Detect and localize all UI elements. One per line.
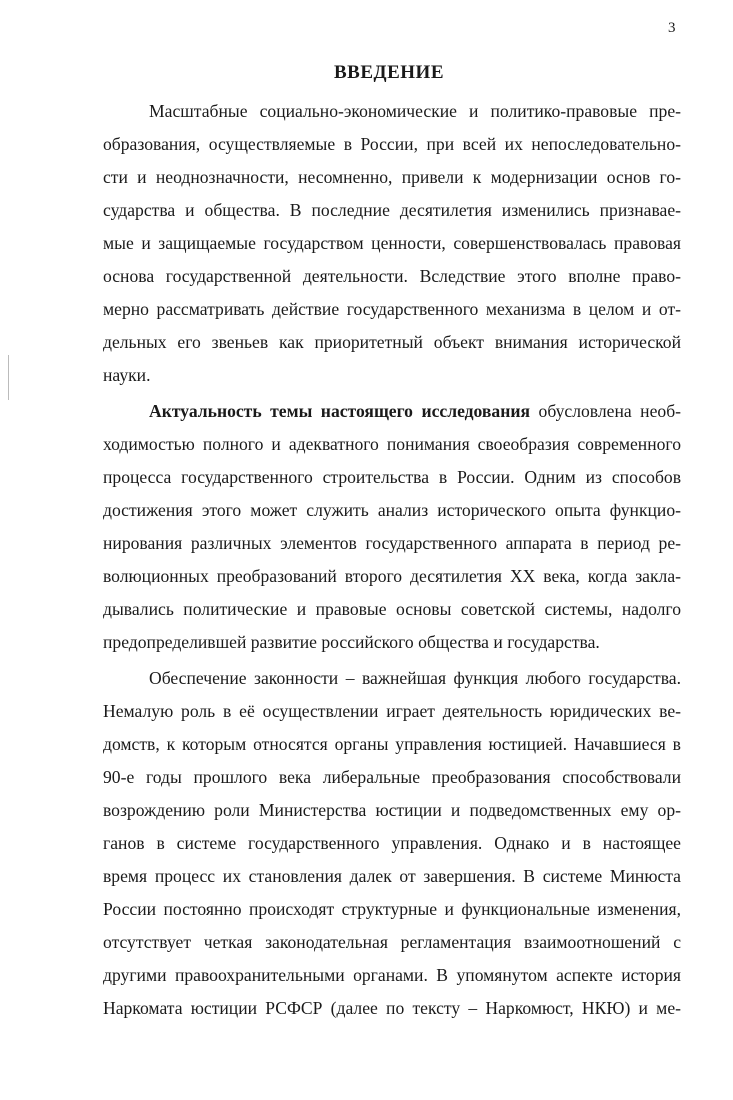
page-number: 3 <box>668 20 676 36</box>
paragraph-line: дельных его звеньев как приоритетный объект внимания исторической <box>103 332 681 352</box>
paragraph-line: Немалую роль в её осуществлении играет деятельность юридических ве- <box>103 701 681 721</box>
bold-lead: Актуальность темы настоящего исследования <box>149 401 531 421</box>
paragraph-line: ходимостью полного и адекватного понимания своеобразия современного <box>103 434 681 454</box>
paragraph-line: время процесс их становления далек от завершения. В системе Минюста <box>103 866 681 886</box>
paragraph-line: нирования различных элементов государственного аппарата в период ре- <box>103 533 681 553</box>
paragraph-line: мерно рассматривать действие государственного механизма в целом и от- <box>103 299 681 319</box>
paragraph-line: достижения этого может служить анализ исторического опыта функцио- <box>103 500 681 520</box>
paragraph-line: 90-е годы прошлого века либеральные преобразования способствовали <box>103 767 681 787</box>
paragraph-line: ганов в системе государственного управления. Однако и в настоящее <box>103 833 681 853</box>
paragraph-2 <box>103 395 681 659</box>
paragraph-line: сударства и общества. В последние десятилетия изменились признавае- <box>103 200 681 220</box>
paragraph-line: отсутствует четкая законодательная регламентация взаимоотношений с <box>103 932 681 952</box>
paragraph-line <box>103 395 681 428</box>
paragraph-line: дывались политические и правовые основы советской системы, надолго <box>103 599 681 619</box>
paragraph-line: волюционных преобразований второго десятилетия XX века, когда закла- <box>103 566 681 586</box>
document-body <box>103 95 681 1025</box>
paragraph-line: сти и неоднозначности, несомненно, привели к модернизации основ го- <box>103 167 681 187</box>
paragraph-line: другими правоохранительными органами. В упомянутом аспекте история <box>103 965 681 985</box>
section-title: ВВЕДЕНИЕ <box>334 62 444 83</box>
paragraph-line: мые и защищаемые государством ценности, совершенствовалась правовая <box>103 233 681 253</box>
paragraph-3 <box>103 662 681 1025</box>
paragraph-line: предопределившей развитие российского общества и государства. <box>103 632 600 652</box>
paragraph-line: домств, к которым относятся органы управления юстицией. Начавшиеся в <box>103 734 681 754</box>
paragraph-line: образования, осуществляемые в России, при всей их непоследовательно- <box>103 134 681 154</box>
paragraph-line: процесса государственного строительства в России. Одним из способов <box>103 467 681 487</box>
paragraph-line: Наркомата юстиции РСФСР (далее по тексту – Наркомюст, НКЮ) и ме- <box>103 998 681 1018</box>
line-rest: обусловлена необ- <box>530 401 681 421</box>
paragraph-1 <box>103 95 681 392</box>
paragraph-line: основа государственной деятельности. Вследствие этого вполне право- <box>103 266 681 286</box>
paragraph-line: Обеспечение законности – важнейшая функция любого государства. <box>149 668 681 688</box>
paragraph-line: Масштабные социально-экономические и политико-правовые пре- <box>149 101 681 121</box>
paragraph-line: возрождению роли Министерства юстиции и подведомственных ему ор- <box>103 800 681 820</box>
paragraph-line: науки. <box>103 365 151 385</box>
scan-artifact <box>8 355 9 400</box>
paragraph-line: России постоянно происходят структурные и функциональные изменения, <box>103 899 681 919</box>
